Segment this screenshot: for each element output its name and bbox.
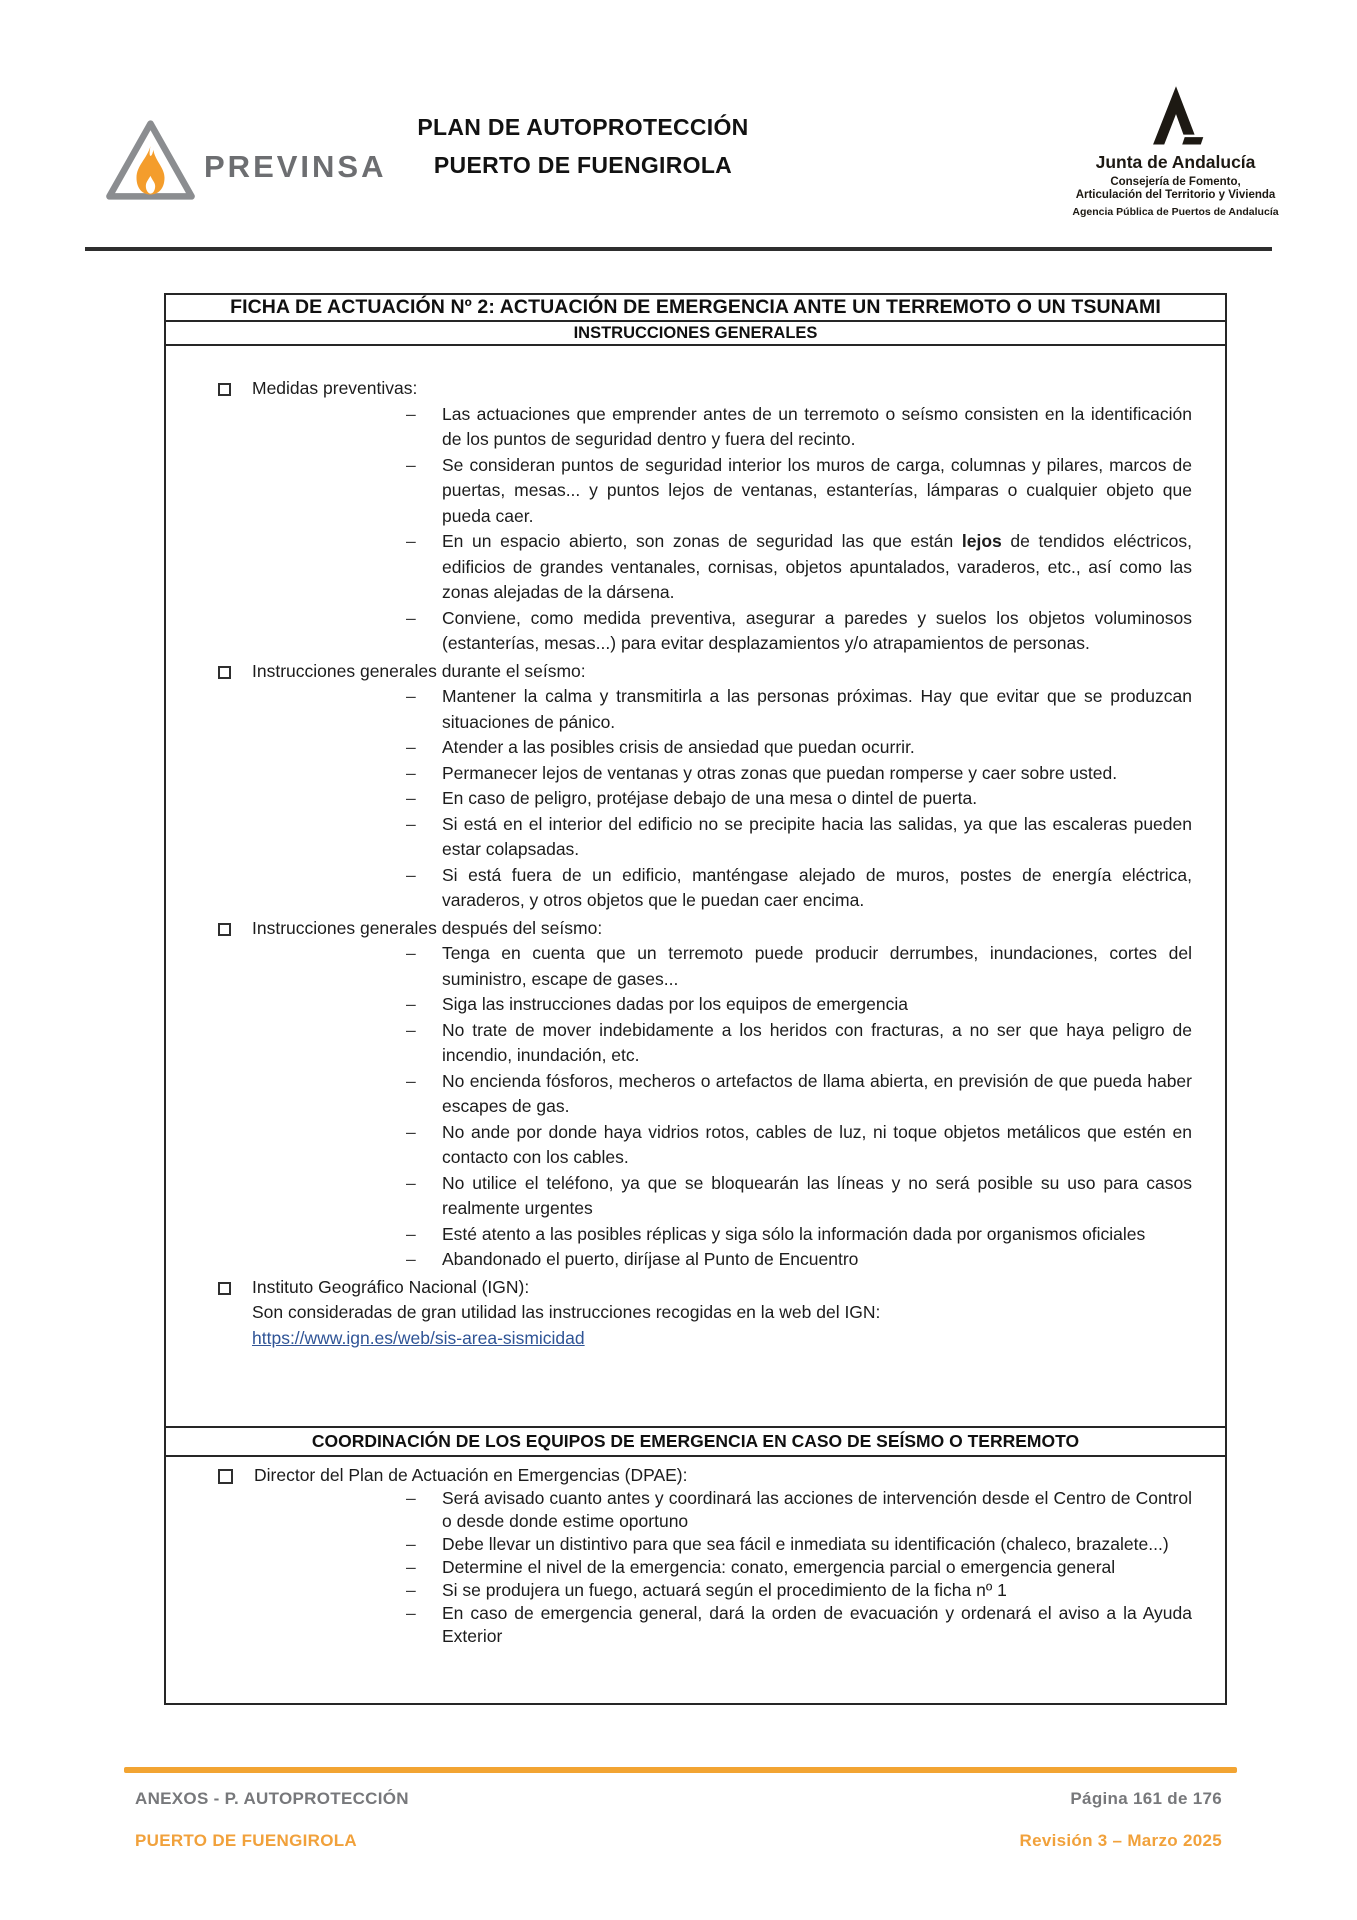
coordination-header: COORDINACIÓN DE LOS EQUIPOS DE EMERGENCIA EN CASO DE SEÍSMO O TERREMOTO bbox=[166, 1428, 1225, 1457]
list-item-text: Mantener la calma y transmitirla a las personas próximas. Hay que evitar que se produzcan situaciones de pánico. bbox=[442, 686, 1192, 732]
dash-bullet-icon: – bbox=[406, 1172, 416, 1193]
dash-bullet-icon: – bbox=[406, 454, 416, 475]
list-item-text: Se consideran puntos de seguridad interior los muros de carga, columnas y pilares, marcos de puertas, mesas... y puntos lejos de ventanas, estanterías, lámparas o cualquier objeto que pueda caer. bbox=[442, 454, 1192, 526]
dash-bullet-icon: – bbox=[406, 864, 416, 885]
dash-bullet-icon: – bbox=[406, 1557, 416, 1577]
footer-page-number: Página 161 de 176 bbox=[1070, 1789, 1222, 1808]
list-heading-row bbox=[166, 916, 1192, 942]
dash-bullet-icon: – bbox=[406, 1121, 416, 1142]
footer-divider bbox=[124, 1767, 1237, 1773]
list-item-text: Las actuaciones que emprender antes de un terremoto o seísmo consisten en la identificación de los puntos de seguridad dentro y fuera del recinto. bbox=[442, 403, 1192, 449]
paragraph: Son consideradas de gran utilidad las instrucciones recogidas en la web del IGN: bbox=[252, 1302, 881, 1322]
list-item-text: Si se produjera un fuego, actuará según el procedimiento de la ficha nº 1 bbox=[442, 1580, 1007, 1600]
ficha-title: FICHA DE ACTUACIÓN Nº 2: ACTUACIÓN DE EMERGENCIA ANTE UN TERREMOTO O UN TSUNAMI bbox=[166, 295, 1225, 322]
list-item-text: No ande por donde haya vidrios rotos, cables de luz, ni toque objetos metálicos que estén en contacto con los cables. bbox=[442, 1121, 1192, 1167]
header-divider bbox=[85, 247, 1272, 251]
list-heading-row bbox=[166, 1275, 1192, 1301]
list-heading: Director del Plan de Actuación en Emergencias (DPAE): bbox=[254, 1465, 688, 1485]
list-item-text: Si está en el interior del edificio no se precipite hacia las salidas, ya que las escaleras pueden estar colapsadas. bbox=[442, 813, 1192, 859]
dash-bullet-icon: – bbox=[406, 1223, 416, 1244]
list-heading-row bbox=[166, 1464, 1192, 1487]
list-item-text: Determine el nivel de la emergencia: conato, emergencia parcial o emergencia general bbox=[442, 1557, 1116, 1577]
list-heading-row bbox=[166, 659, 1192, 685]
ficha-subtitle: INSTRUCCIONES GENERALES bbox=[166, 322, 1225, 346]
dash-bullet-icon: – bbox=[406, 994, 416, 1014]
list-item-text: En caso de emergencia general, dará la orden de evacuación y ordenará el aviso a la Ayuda Exterior bbox=[442, 1603, 1192, 1646]
dash-bullet-icon: – bbox=[406, 1070, 416, 1091]
dash-bullet-icon: – bbox=[406, 788, 416, 808]
list-item bbox=[166, 529, 1192, 606]
junta-agency: Agencia Pública de Puertos de Andalucía bbox=[1072, 206, 1279, 218]
list-item bbox=[166, 863, 1192, 914]
dash-bullet-icon: – bbox=[406, 1580, 416, 1600]
footer-section-label: ANEXOS - P. AUTOPROTECCIÓN bbox=[135, 1789, 409, 1808]
list-heading: Medidas preventivas: bbox=[252, 378, 418, 398]
list-item-text: Si está fuera de un edificio, manténgase alejado de muros, postes de energía eléctrica, varaderos, y otros objetos que le puedan caer encima. bbox=[442, 864, 1192, 910]
list-item bbox=[166, 761, 1192, 787]
list-item-text: Debe llevar un distintivo para que sea fácil e inmediata su identificación (chaleco, brazalete...) bbox=[442, 1534, 1169, 1554]
dash-bullet-icon: – bbox=[406, 686, 416, 706]
list-item-text: Permanecer lejos de ventanas y otras zonas que puedan romperse y caer sobre usted. bbox=[442, 762, 1118, 783]
junta-a-mark-icon bbox=[1145, 82, 1207, 150]
list-item bbox=[166, 1487, 1192, 1533]
list-heading: Instrucciones generales después del seísmo: bbox=[252, 917, 603, 938]
list-item bbox=[166, 1533, 1192, 1556]
list-block bbox=[166, 659, 1192, 914]
coordination-body bbox=[166, 1457, 1225, 1703]
list-item bbox=[166, 786, 1192, 812]
list-item-text: Siga las instrucciones dadas por los equipos de emergencia bbox=[442, 994, 908, 1014]
square-bullet-icon bbox=[218, 923, 231, 936]
list-item bbox=[166, 453, 1192, 530]
dash-bullet-icon: – bbox=[406, 943, 416, 963]
list-block bbox=[166, 376, 1192, 657]
previnsa-logo bbox=[103, 118, 386, 202]
header-title-line1: PLAN DE AUTOPROTECCIÓN bbox=[417, 114, 749, 140]
list-item bbox=[166, 402, 1192, 453]
list-item bbox=[166, 1018, 1192, 1069]
list-heading-row bbox=[166, 376, 1192, 402]
list-item-text: No utilice el teléfono, ya que se bloquearán las líneas y no será posible su uso para casos realmente urgentes bbox=[442, 1172, 1192, 1218]
list-item bbox=[166, 1222, 1192, 1248]
previnsa-triangle-flame-icon bbox=[103, 118, 198, 202]
list-item bbox=[166, 1579, 1192, 1602]
dash-bullet-icon: – bbox=[406, 1488, 416, 1508]
dash-bullet-icon: – bbox=[406, 531, 416, 551]
list-item bbox=[166, 1120, 1192, 1171]
ficha-table bbox=[164, 293, 1227, 1705]
list-block bbox=[166, 916, 1192, 1273]
list-item bbox=[166, 1171, 1192, 1222]
general-instructions-body bbox=[166, 346, 1225, 1428]
list-item bbox=[166, 1556, 1192, 1579]
list-item bbox=[166, 941, 1192, 992]
square-bullet-icon bbox=[218, 1469, 233, 1484]
junta-andalucia-logo bbox=[1063, 82, 1288, 218]
list-item bbox=[166, 812, 1192, 863]
junta-dept-line2: Articulación del Territorio y Vivienda bbox=[1075, 189, 1276, 201]
square-bullet-icon bbox=[218, 666, 231, 679]
list-item bbox=[166, 992, 1192, 1018]
document-header-title bbox=[358, 108, 808, 184]
junta-name: Junta de Andalucía bbox=[1095, 152, 1256, 172]
junta-dept bbox=[1063, 176, 1288, 202]
square-bullet-icon bbox=[218, 1282, 231, 1295]
dash-bullet-icon: – bbox=[406, 1249, 416, 1269]
list-item-text: Conviene, como medida preventiva, asegurar a paredes y suelos los objetos voluminosos (estanterías, mesas...) para evitar desplazamientos y/o atrapamientos de personas. bbox=[442, 607, 1192, 653]
dash-bullet-icon: – bbox=[406, 1534, 416, 1554]
footer-port-label: PUERTO DE FUENGIROLA bbox=[135, 1831, 357, 1850]
list-item-text: Esté atento a las posibles réplicas y siga sólo la información dada por organismos oficiales bbox=[442, 1223, 1146, 1244]
dash-bullet-icon: – bbox=[406, 1019, 416, 1040]
previnsa-logo-text: PREVINSA bbox=[204, 149, 387, 184]
list-block bbox=[166, 1275, 1192, 1352]
ign-web-link[interactable]: https://www.ign.es/web/sis-area-sismicidad bbox=[252, 1327, 585, 1348]
list-item-text: En un espacio abierto, son zonas de seguridad las que están lejos de tendidos eléctricos, edificios de grandes ventanales, cornisas, objetos apuntalados, varaderos, etc., así como las zonas alejadas de la dársena. bbox=[442, 531, 1192, 602]
list-heading: Instituto Geográfico Nacional (IGN): bbox=[252, 1276, 530, 1297]
list-block bbox=[166, 1464, 1192, 1648]
list-item-text: No encienda fósforos, mecheros o artefactos de llama abierta, en previsión de que pueda haber escapes de gas. bbox=[442, 1070, 1192, 1116]
dash-bullet-icon: – bbox=[406, 403, 416, 424]
list-item-text: Atender a las posibles crisis de ansiedad que puedan ocurrir. bbox=[442, 737, 915, 757]
dash-bullet-icon: – bbox=[406, 762, 416, 783]
list-item bbox=[166, 606, 1192, 657]
list-item-text: En caso de peligro, protéjase debajo de una mesa o dintel de puerta. bbox=[442, 788, 978, 808]
footer-revision: Revisión 3 – Marzo 2025 bbox=[1019, 1831, 1222, 1850]
header-title-line2: PUERTO DE FUENGIROLA bbox=[433, 152, 733, 178]
list-item bbox=[166, 1602, 1192, 1648]
list-item bbox=[166, 1069, 1192, 1120]
list-item-text: Abandonado el puerto, diríjase al Punto de Encuentro bbox=[442, 1249, 859, 1269]
list-item bbox=[166, 1247, 1192, 1273]
list-item bbox=[166, 735, 1192, 761]
dash-bullet-icon: – bbox=[406, 737, 416, 757]
dash-bullet-icon: – bbox=[406, 607, 416, 628]
list-item-text: Tenga en cuenta que un terremoto puede producir derrumbes, inundaciones, cortes del suministro, escape de gases... bbox=[442, 943, 1192, 989]
list-heading: Instrucciones generales durante el seísmo: bbox=[252, 660, 586, 681]
list-item-text: Será avisado cuanto antes y coordinará las acciones de intervención desde el Centro de Control o desde donde estime oportuno bbox=[442, 1488, 1192, 1531]
junta-dept-line1: Consejería de Fomento, bbox=[1110, 176, 1241, 188]
dash-bullet-icon: – bbox=[406, 813, 416, 834]
square-bullet-icon bbox=[218, 383, 231, 396]
dash-bullet-icon: – bbox=[406, 1603, 416, 1623]
list-item-text: No trate de mover indebidamente a los heridos con fracturas, a no ser que haya peligro de incendio, inundación, etc. bbox=[442, 1019, 1192, 1065]
link-line bbox=[252, 1326, 1192, 1352]
list-item bbox=[166, 684, 1192, 735]
